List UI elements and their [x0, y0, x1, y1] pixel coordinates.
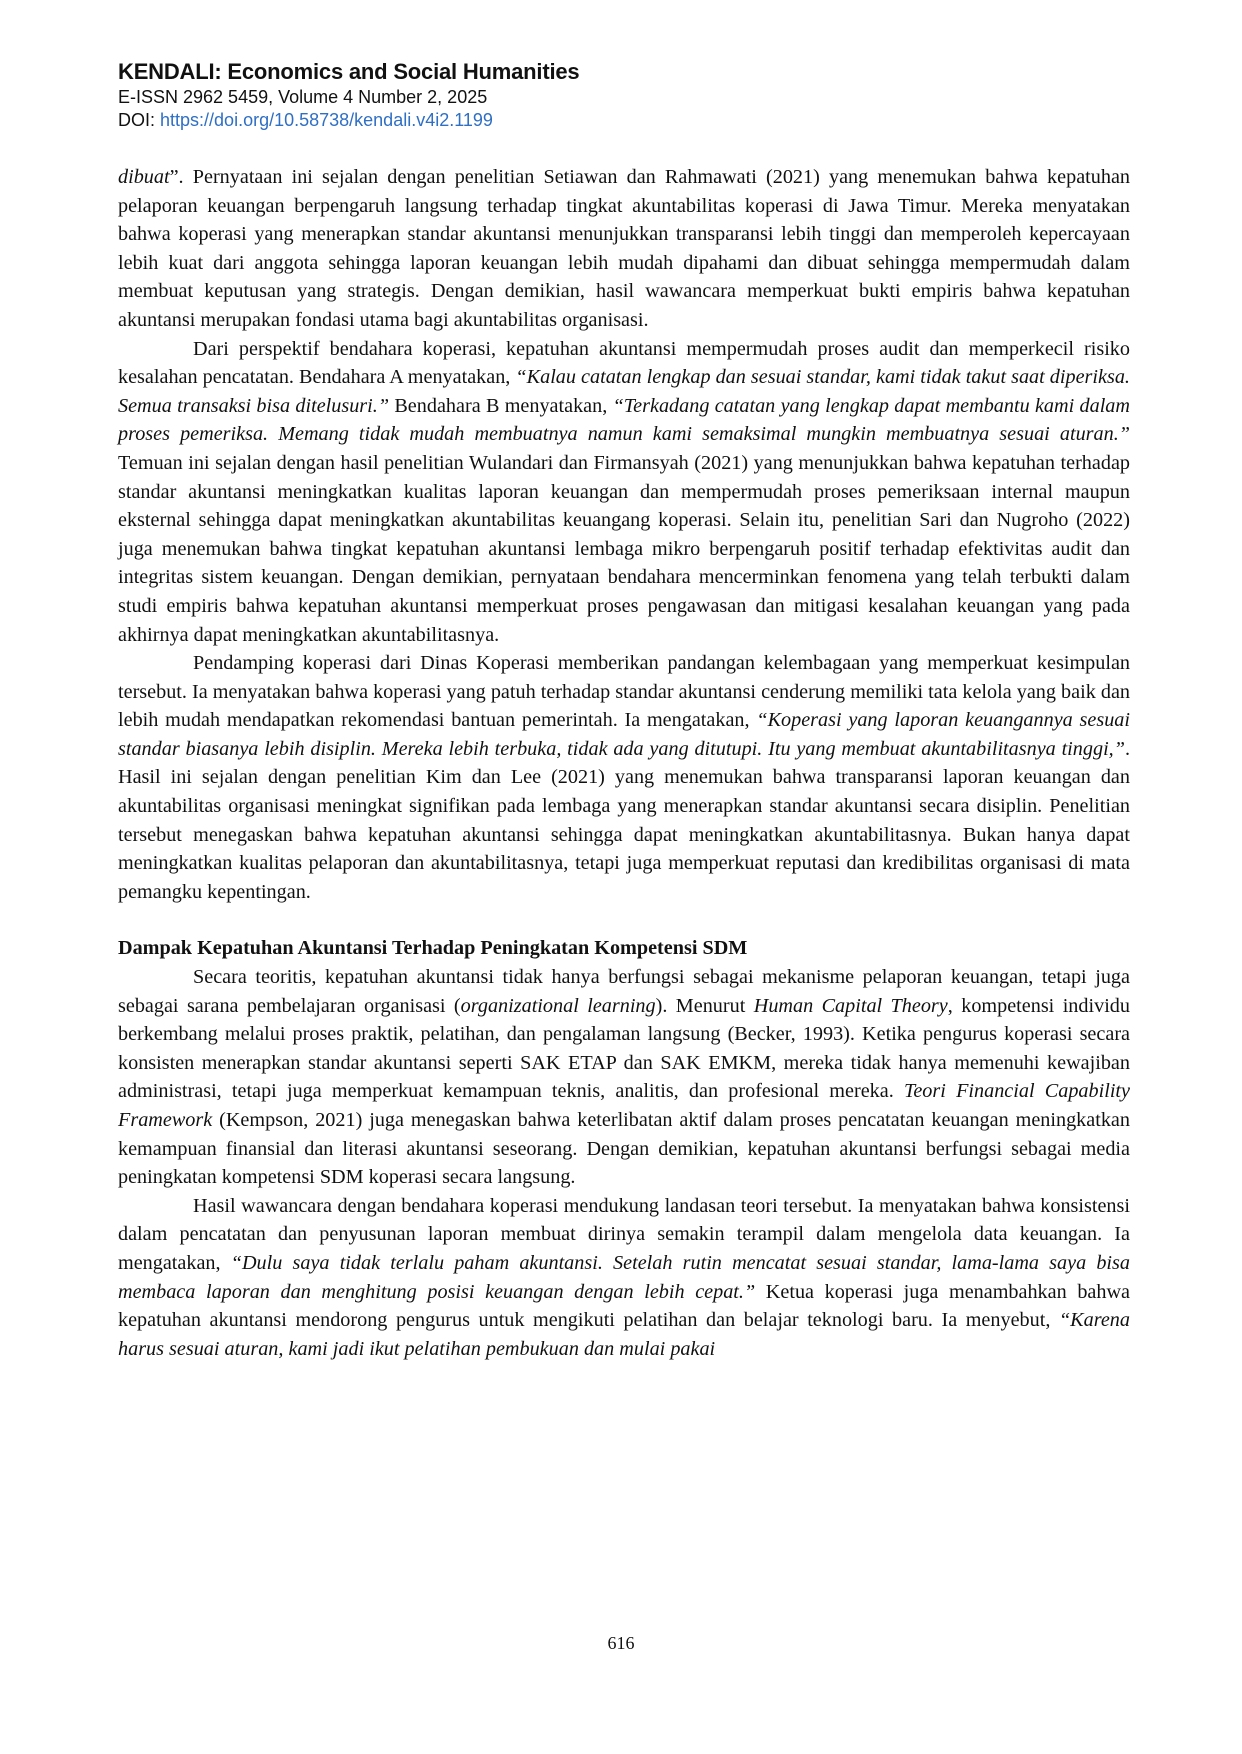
doi-link[interactable]: https://doi.org/10.58738/kendali.v4i2.1199 — [160, 110, 493, 130]
paragraph-pendamping: Pendamping koperasi dari Dinas Koperasi memberikan pandangan kelembagaan yang memperkuat kesimpulan tersebut. Ia menyatakan bahwa koperasi yang patuh terhadap standar akuntansi cenderung memiliki tata kelola yang baik dan lebih mudah mendapatkan rekomendasi bantuan pemerintah. Ia mengatakan, “Koperasi yang laporan keuangannya sesuai standar biasanya lebih disiplin. Mereka lebih terbuka, tidak ada yang ditutupi. Itu yang membuat akuntabilitasnya tinggi,”. Hasil ini sejalan dengan penelitian Kim dan Lee (2021) yang menemukan bahwa transparansi laporan keuangan dan akuntabilitas organisasi meningkat signifikan pada lembaga yang menerapkan standar akuntansi secara disiplin. Penelitian tersebut menegaskan bahwa kepatuhan akuntansi sehingga dapat meningkatkan akuntabilitasnya. Bukan hanya dapat meningkatkan kualitas pelaporan dan akuntabilitasnya, tetapi juga memperkuat reputasi dan kredibilitas organisasi di mata pemangku kepentingan. — [118, 652, 1130, 903]
quote-ketua: “Karena harus sesuai aturan, kami jadi ikut pelatihan pembukuan dan mulai pakai — [118, 1309, 1130, 1360]
doi-label: DOI: — [118, 110, 161, 130]
journal-title: KENDALI: Economics and Social Humanities — [118, 59, 580, 84]
quote-bendahara-b: “Terkadang catatan yang lengkap dapat membantu kami dalam proses pemeriksa. Memang tidak mudah membuatnya namun kami semaksimal mungkin membuatnya sesuai aturan.” — [118, 394, 1130, 446]
quote-bendahara-a: “Kalau catatan lengkap dan sesuai standar, kami tidak takut saat diperiksa. Semua transaksi bisa ditelusuri.” — [118, 366, 1130, 417]
page-number: 616 — [607, 1633, 635, 1653]
italic-term: Teori Financial Capability Framework — [118, 1080, 1130, 1131]
quote-bendahara: “Dulu saya tidak terlalu paham akuntansi. Setelah rutin mencatat sesuai standar, lama-lama saya bisa membaca laporan dan menghitung posisi keuangan dengan lebih cepat.” — [118, 1251, 1130, 1303]
doi-line — [118, 109, 579, 132]
paragraph-interview: Hasil wawancara dengan bendahara koperasi mendukung landasan teori tersebut. Ia menyatakan bahwa konsistensi dalam pencatatan dan penyusunan laporan membuat dirinya semakin terampil dalam mengelola data keuangan. Ia mengatakan, “Dulu saya tidak terlalu paham akuntansi. Setelah rutin mencatat sesuai standar, lama-lama saya bisa membaca laporan dan menghitung posisi keuangan dengan lebih cepat.” Ketua koperasi juga menambahkan bahwa kepatuhan akuntansi mendorong pengurus untuk mengikuti pelatihan dan belajar teknologi baru. Ia menyebut, “Karena harus sesuai aturan, kami jadi ikut pelatihan pembukuan dan mulai pakai — [118, 1194, 1131, 1360]
quote-pendamping: “Koperasi yang laporan keuangannya sesuai standar biasanya lebih disiplin. Mereka lebih terbuka, tidak ada yang ditutupi. Itu yang membuat akuntabilitasnya tinggi,” — [118, 709, 1130, 760]
article-body — [118, 163, 1130, 1363]
section-heading: Dampak Kepatuhan Akuntansi Terhadap Peningkatan Kompetensi SDM — [118, 937, 748, 960]
journal-header — [118, 58, 579, 132]
italic-term: Human Capital Theory — [753, 994, 948, 1017]
paragraph-continuation: dibuat”. Pernyataan ini sejalan dengan penelitian Setiawan dan Rahmawati (2021) yang menemukan bahwa kepatuhan pelaporan keuangan berpengaruh langsung terhadap tingkat akuntabilitas koperasi di Jawa Timur. Mereka menyatakan bahwa koperasi yang menerapkan standar akuntansi menunjukkan transparansi lebih tinggi dan memperoleh kepercayaan lebih kuat dari anggota sehingga laporan keuangan lebih mudah dipahami dan dibuat sehingga mempermudah dalam membuat keputusan yang strategis. Dengan demikian, hasil wawancara memperkuat bukti empiris bahwa kepatuhan akuntansi merupakan fondasi utama bagi akuntabilitas organisasi. — [118, 166, 1130, 331]
italic-text: dibuat — [118, 166, 170, 188]
paragraph-bendahara: Dari perspektif bendahara koperasi, kepatuhan akuntansi mempermudah proses audit dan memperkecil risiko kesalahan pencatatan. Bendahara A menyatakan, “Kalau catatan lengkap dan sesuai standar, kami tidak takut saat diperiksa. Semua transaksi bisa ditelusuri.” Bendahara B menyatakan, “Terkadang catatan yang lengkap dapat membantu kami dalam proses pemeriksa. Memang tidak mudah membuatnya namun kami semaksimal mungkin membuatnya sesuai aturan.” Temuan ini sejalan dengan hasil penelitian Wulandari dan Firmansyah (2021) yang menunjukkan bahwa kepatuhan terhadap standar akuntansi meningkatkan kualitas laporan keuangan dan mempermudah proses pemeriksaan internal maupun eksternal sehingga dapat meningkatkan akuntabilitas keuangang koperasi. Selain itu, penelitian Sari dan Nugroho (2022) juga menemukan bahwa tingkat kepatuhan akuntansi lembaga mikro berpengaruh positif terhadap efektivitas audit dan integritas sistem keuangan. Dengan demikian, pernyataan bendahara mencerminkan fenomena yang telah terbukti dalam studi empiris bahwa kepatuhan akuntansi memperkuat proses pengawasan dan mitigasi kesalahan keuangan yang pada akhirnya dapat meningkatkan akuntabilitasnya. — [118, 337, 1130, 646]
paragraph-theory: Secara teoritis, kepatuhan akuntansi tidak hanya berfungsi sebagai mekanisme pelaporan keuangan, tetapi juga sebagai sarana pembelajaran organisasi (organizational learning). Menurut Human Capital Theory, kompetensi individu berkembang melalui proses praktik, pelatihan, dan pengalaman langsung (Becker, 1993). Ketika pengurus koperasi secara konsisten menerapkan standar akuntansi seperti SAK ETAP dan SAK EMKM, mereka tidak hanya memenuhi kewajiban administrasi, tetapi juga memperkuat kemampuan teknis, analitis, dan profesional mereka. Teori Financial Capability Framework (Kempson, 2021) juga menegaskan bahwa keterlibatan aktif dalam proses pencatatan keuangan meningkatkan kemampuan finansial dan literasi akuntansi seseorang. Dengan demikian, kepatuhan akuntansi berfungsi sebagai media peningkatan kompetensi SDM koperasi secara langsung. — [118, 966, 1130, 1189]
italic-term: organizational learning — [460, 994, 656, 1017]
issn-volume-line: E-ISSN 2962 5459, Volume 4 Number 2, 2025 — [118, 87, 488, 107]
